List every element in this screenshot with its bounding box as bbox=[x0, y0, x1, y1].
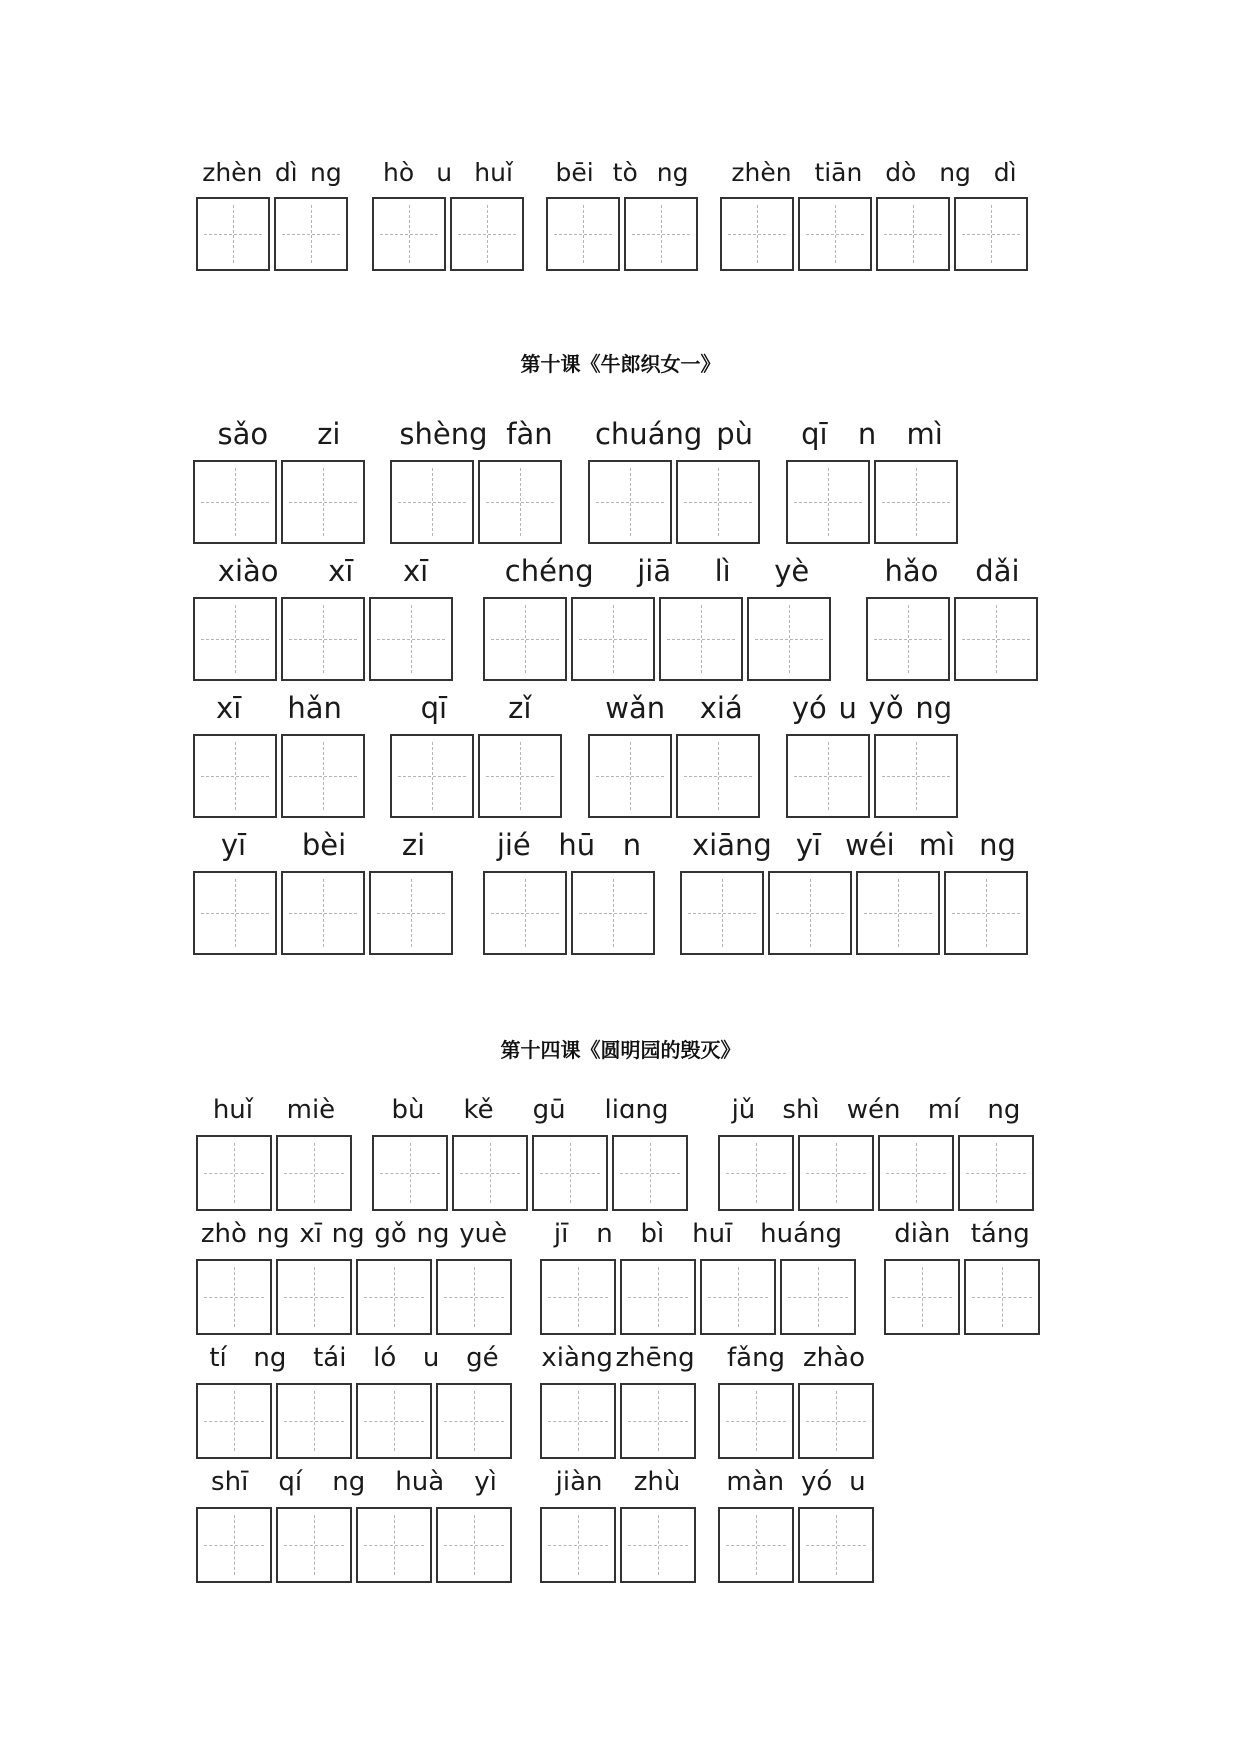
pinyin-syllable: zi bbox=[317, 417, 341, 451]
writing-box[interactable] bbox=[612, 1135, 688, 1211]
pinyin-word bbox=[196, 1088, 352, 1220]
pinyin-syllable: u bbox=[422, 1343, 440, 1373]
pinyin-syllable: zi bbox=[401, 828, 426, 862]
pinyin-syllable: mì bbox=[906, 417, 943, 451]
writing-boxes bbox=[483, 597, 831, 681]
pinyin-word bbox=[540, 1336, 696, 1468]
writing-box[interactable] bbox=[874, 460, 958, 544]
writing-box[interactable] bbox=[620, 1383, 696, 1459]
pinyin-syllable: dǎi bbox=[975, 554, 1020, 588]
pinyin-syllable: pù bbox=[716, 417, 754, 451]
writing-boxes bbox=[680, 871, 1028, 955]
pinyin-syllable: màn bbox=[726, 1467, 785, 1497]
writing-box[interactable] bbox=[452, 1135, 528, 1211]
writing-boxes bbox=[786, 734, 958, 818]
pinyin-word bbox=[390, 410, 562, 550]
writing-box[interactable] bbox=[532, 1135, 608, 1211]
writing-box[interactable] bbox=[964, 1259, 1040, 1335]
writing-box[interactable] bbox=[483, 871, 567, 955]
pinyin-label bbox=[588, 410, 760, 458]
writing-box[interactable] bbox=[620, 1507, 696, 1583]
pinyin-syllable: n bbox=[596, 1219, 613, 1249]
pinyin-word bbox=[786, 410, 958, 550]
writing-boxes bbox=[588, 734, 760, 818]
writing-box[interactable] bbox=[436, 1259, 512, 1335]
pinyin-syllable: jī bbox=[553, 1219, 569, 1249]
writing-box[interactable] bbox=[676, 734, 760, 818]
pinyin-syllable: dì bbox=[993, 157, 1017, 187]
pinyin-syllable: ng bbox=[310, 157, 342, 187]
pinyin-syllable: yī bbox=[795, 828, 822, 862]
pinyin-label bbox=[193, 547, 453, 595]
pinyin-word bbox=[540, 1460, 696, 1592]
pinyin-syllable: qī bbox=[801, 417, 828, 451]
pinyin-word bbox=[483, 547, 831, 687]
pinyin-syllable: liɑng bbox=[604, 1095, 669, 1125]
pinyin-label bbox=[540, 1336, 696, 1380]
pinyin-syllable: yó bbox=[791, 691, 827, 725]
writing-box[interactable] bbox=[193, 871, 277, 955]
writing-box[interactable] bbox=[700, 1259, 776, 1335]
pinyin-syllable: wǎn bbox=[605, 691, 666, 725]
pinyin-syllable: qī bbox=[420, 691, 448, 725]
pinyin-syllable: huà bbox=[395, 1467, 445, 1497]
writing-boxes bbox=[372, 197, 524, 271]
pinyin-syllable: hū bbox=[558, 828, 596, 862]
pinyin-syllable: gǒ bbox=[374, 1219, 407, 1249]
writing-boxes bbox=[390, 460, 562, 544]
pinyin-syllable: huǐ bbox=[474, 157, 513, 187]
writing-box[interactable] bbox=[720, 197, 794, 271]
pinyin-syllable: bù bbox=[391, 1095, 425, 1125]
pinyin-syllable: xī bbox=[216, 691, 242, 725]
pinyin-syllable: xī bbox=[328, 554, 354, 588]
writing-box[interactable] bbox=[680, 871, 764, 955]
pinyin-syllable: hǎn bbox=[287, 691, 342, 725]
pinyin-syllable: zhēng bbox=[615, 1343, 695, 1373]
writing-box[interactable] bbox=[276, 1507, 352, 1583]
writing-box[interactable] bbox=[281, 460, 365, 544]
pinyin-syllable: xī bbox=[299, 1219, 322, 1249]
pinyin-word bbox=[372, 1088, 688, 1220]
writing-boxes bbox=[884, 1259, 1040, 1335]
pinyin-label bbox=[390, 410, 562, 458]
writing-box[interactable] bbox=[450, 197, 524, 271]
pinyin-syllable: ng bbox=[656, 157, 689, 187]
writing-box[interactable] bbox=[193, 460, 277, 544]
pinyin-syllable: u bbox=[436, 157, 453, 187]
writing-boxes bbox=[718, 1507, 874, 1583]
pinyin-label bbox=[540, 1212, 856, 1256]
writing-box[interactable] bbox=[676, 460, 760, 544]
pinyin-label bbox=[720, 150, 1028, 194]
writing-box[interactable] bbox=[884, 1259, 960, 1335]
pinyin-syllable: ng bbox=[256, 1219, 290, 1249]
pinyin-word bbox=[718, 1336, 874, 1468]
pinyin-syllable: xiá bbox=[699, 691, 743, 725]
pinyin-label bbox=[483, 547, 831, 595]
writing-box[interactable] bbox=[436, 1383, 512, 1459]
writing-box[interactable] bbox=[798, 1507, 874, 1583]
pinyin-word bbox=[193, 547, 453, 687]
writing-box[interactable] bbox=[856, 871, 940, 955]
writing-boxes bbox=[372, 1135, 688, 1211]
writing-boxes bbox=[193, 460, 365, 544]
writing-box[interactable] bbox=[718, 1135, 794, 1211]
pinyin-label bbox=[193, 410, 365, 458]
pinyin-word bbox=[720, 150, 1028, 280]
pinyin-syllable: dì bbox=[274, 157, 298, 187]
writing-box[interactable] bbox=[798, 1135, 874, 1211]
pinyin-label bbox=[786, 410, 958, 458]
pinyin-syllable: shī bbox=[211, 1467, 249, 1497]
pinyin-syllable: yì bbox=[474, 1467, 497, 1497]
pinyin-word bbox=[718, 1088, 1034, 1220]
writing-box[interactable] bbox=[483, 597, 567, 681]
writing-box[interactable] bbox=[276, 1135, 352, 1211]
pinyin-syllable: fàn bbox=[506, 417, 553, 451]
pinyin-syllable: u bbox=[849, 1467, 866, 1497]
writing-box[interactable] bbox=[571, 871, 655, 955]
pinyin-syllable: táng bbox=[970, 1219, 1030, 1249]
pinyin-syllable: zǐ bbox=[508, 691, 532, 725]
pinyin-syllable: yuè bbox=[459, 1219, 508, 1249]
writing-box[interactable] bbox=[540, 1507, 616, 1583]
writing-box[interactable] bbox=[620, 1259, 696, 1335]
writing-boxes bbox=[866, 597, 1038, 681]
pinyin-syllable: kě bbox=[463, 1095, 494, 1125]
pinyin-word bbox=[483, 821, 655, 961]
pinyin-label bbox=[866, 547, 1038, 595]
pinyin-label bbox=[196, 1460, 512, 1504]
writing-box[interactable] bbox=[798, 197, 872, 271]
writing-boxes bbox=[196, 1135, 352, 1211]
writing-boxes bbox=[196, 1383, 512, 1459]
pinyin-syllable: n bbox=[622, 828, 642, 862]
writing-box[interactable] bbox=[747, 597, 831, 681]
pinyin-syllable: bēi bbox=[555, 157, 594, 187]
writing-box[interactable] bbox=[958, 1135, 1034, 1211]
pinyin-syllable: zhào bbox=[803, 1343, 865, 1373]
pinyin-syllable: ng bbox=[979, 828, 1016, 862]
writing-box[interactable] bbox=[588, 460, 672, 544]
pinyin-syllable: xiào bbox=[217, 554, 279, 588]
pinyin-label bbox=[718, 1460, 874, 1504]
pinyin-syllable: qí bbox=[278, 1467, 303, 1497]
pinyin-syllable: ng bbox=[331, 1219, 365, 1249]
pinyin-syllable: huī bbox=[692, 1219, 733, 1249]
pinyin-syllable: jiā bbox=[637, 554, 672, 588]
writing-box[interactable] bbox=[786, 460, 870, 544]
writing-box[interactable] bbox=[866, 597, 950, 681]
pinyin-syllable: ng bbox=[253, 1343, 287, 1373]
pinyin-word bbox=[196, 150, 348, 280]
pinyin-label bbox=[540, 1460, 696, 1504]
pinyin-syllable: sǎo bbox=[217, 417, 269, 451]
pinyin-label bbox=[588, 684, 760, 732]
pinyin-word bbox=[588, 684, 760, 824]
pinyin-syllable: chéng bbox=[504, 554, 594, 588]
pinyin-syllable: jiàn bbox=[555, 1467, 603, 1497]
pinyin-label bbox=[196, 1336, 512, 1380]
writing-box[interactable] bbox=[768, 871, 852, 955]
writing-box[interactable] bbox=[954, 197, 1028, 271]
pinyin-syllable: tí bbox=[209, 1343, 227, 1373]
writing-box[interactable] bbox=[944, 871, 1028, 955]
writing-box[interactable] bbox=[274, 197, 348, 271]
pinyin-syllable: tiān bbox=[814, 157, 863, 187]
pinyin-word bbox=[196, 1460, 512, 1592]
pinyin-syllable: bì bbox=[640, 1219, 665, 1249]
pinyin-syllable: jié bbox=[496, 828, 531, 862]
writing-box[interactable] bbox=[540, 1383, 616, 1459]
pinyin-syllable: hò bbox=[383, 157, 415, 187]
pinyin-syllable: ng bbox=[915, 691, 953, 725]
pinyin-label bbox=[884, 1212, 1040, 1256]
writing-box[interactable] bbox=[780, 1259, 856, 1335]
pinyin-syllable: shèng bbox=[399, 417, 488, 451]
writing-box[interactable] bbox=[369, 871, 453, 955]
writing-box[interactable] bbox=[588, 734, 672, 818]
writing-box[interactable] bbox=[281, 871, 365, 955]
pinyin-syllable: xī bbox=[402, 554, 429, 588]
writing-box[interactable] bbox=[390, 460, 474, 544]
writing-boxes bbox=[540, 1259, 856, 1335]
writing-boxes bbox=[193, 597, 453, 681]
writing-box[interactable] bbox=[372, 197, 446, 271]
writing-box[interactable] bbox=[571, 597, 655, 681]
pinyin-word bbox=[866, 547, 1038, 687]
writing-boxes bbox=[540, 1383, 696, 1459]
pinyin-word bbox=[372, 150, 524, 280]
pinyin-syllable: n bbox=[857, 417, 877, 451]
writing-box[interactable] bbox=[798, 1383, 874, 1459]
pinyin-syllable: miè bbox=[286, 1095, 336, 1125]
section-title-lesson-10: 第十课《牛郎织女一》 bbox=[520, 352, 721, 376]
pinyin-syllable: fǎng bbox=[726, 1343, 786, 1373]
pinyin-syllable: tò bbox=[612, 157, 638, 187]
pinyin-label bbox=[718, 1336, 874, 1380]
pinyin-syllable: ng bbox=[332, 1467, 366, 1497]
pinyin-syllable: mì bbox=[918, 828, 956, 862]
writing-box[interactable] bbox=[372, 1135, 448, 1211]
writing-box[interactable] bbox=[874, 734, 958, 818]
pinyin-syllable: yè bbox=[774, 554, 810, 588]
section-title-lesson-14: 第十四课《圆明园的毁灭》 bbox=[500, 1038, 741, 1062]
pinyin-word bbox=[588, 410, 760, 550]
pinyin-label bbox=[483, 821, 655, 869]
pinyin-syllable: ló bbox=[373, 1343, 397, 1373]
pinyin-syllable: yó bbox=[800, 1467, 833, 1497]
pinyin-syllable: diàn bbox=[894, 1219, 951, 1249]
pinyin-word bbox=[193, 821, 453, 961]
pinyin-syllable: ng bbox=[939, 157, 971, 187]
writing-box[interactable] bbox=[196, 1259, 272, 1335]
pinyin-syllable: hǎo bbox=[884, 554, 939, 588]
pinyin-word bbox=[546, 150, 698, 280]
writing-boxes bbox=[718, 1383, 874, 1459]
writing-box[interactable] bbox=[193, 597, 277, 681]
pinyin-label bbox=[680, 821, 1028, 869]
writing-box[interactable] bbox=[436, 1507, 512, 1583]
pinyin-word bbox=[540, 1212, 856, 1344]
pinyin-label bbox=[546, 150, 698, 194]
pinyin-label bbox=[193, 684, 365, 732]
writing-box[interactable] bbox=[356, 1507, 432, 1583]
writing-boxes bbox=[540, 1507, 696, 1583]
writing-boxes bbox=[196, 1507, 512, 1583]
writing-box[interactable] bbox=[876, 197, 950, 271]
writing-box[interactable] bbox=[369, 597, 453, 681]
pinyin-syllable: xiāng bbox=[692, 828, 772, 862]
pinyin-syllable: wéi bbox=[845, 828, 895, 862]
writing-box[interactable] bbox=[276, 1383, 352, 1459]
writing-boxes bbox=[720, 197, 1028, 271]
pinyin-syllable: zhò bbox=[200, 1219, 247, 1249]
pinyin-syllable: ng bbox=[416, 1219, 450, 1249]
writing-box[interactable] bbox=[718, 1383, 794, 1459]
pinyin-syllable: zhù bbox=[633, 1467, 681, 1497]
writing-boxes bbox=[546, 197, 698, 271]
pinyin-syllable: chuáng bbox=[594, 417, 703, 451]
writing-boxes bbox=[390, 734, 562, 818]
pinyin-syllable: wén bbox=[846, 1095, 901, 1125]
writing-box[interactable] bbox=[478, 460, 562, 544]
pinyin-label bbox=[372, 1088, 688, 1132]
pinyin-syllable: huǐ bbox=[212, 1095, 253, 1125]
pinyin-word bbox=[390, 684, 562, 824]
pinyin-syllable: lì bbox=[714, 554, 731, 588]
writing-box[interactable] bbox=[546, 197, 620, 271]
pinyin-label bbox=[718, 1088, 1034, 1132]
pinyin-syllable: yǒ bbox=[868, 691, 904, 725]
pinyin-word bbox=[193, 410, 365, 550]
pinyin-syllable: jǔ bbox=[731, 1095, 756, 1125]
pinyin-word bbox=[193, 684, 365, 824]
pinyin-word bbox=[680, 821, 1028, 961]
writing-box[interactable] bbox=[281, 597, 365, 681]
pinyin-syllable: u bbox=[838, 691, 857, 725]
writing-box[interactable] bbox=[356, 1383, 432, 1459]
writing-box[interactable] bbox=[878, 1135, 954, 1211]
writing-box[interactable] bbox=[718, 1507, 794, 1583]
writing-box[interactable] bbox=[196, 1383, 272, 1459]
pinyin-label bbox=[196, 150, 348, 194]
writing-boxes bbox=[193, 734, 365, 818]
writing-box[interactable] bbox=[659, 597, 743, 681]
pinyin-word bbox=[884, 1212, 1040, 1344]
writing-box[interactable] bbox=[624, 197, 698, 271]
pinyin-syllable: gé bbox=[466, 1343, 499, 1373]
pinyin-syllable: gū bbox=[532, 1095, 566, 1125]
writing-boxes bbox=[588, 460, 760, 544]
writing-boxes bbox=[196, 197, 348, 271]
pinyin-syllable: shì bbox=[782, 1095, 820, 1125]
writing-box[interactable] bbox=[196, 1507, 272, 1583]
pinyin-syllable: xiàng bbox=[541, 1343, 613, 1373]
pinyin-word bbox=[196, 1212, 512, 1344]
pinyin-word bbox=[718, 1460, 874, 1592]
pinyin-syllable: zhèn bbox=[731, 157, 792, 187]
writing-boxes bbox=[718, 1135, 1034, 1211]
pinyin-label bbox=[196, 1088, 352, 1132]
writing-boxes bbox=[483, 871, 655, 955]
pinyin-label bbox=[193, 821, 453, 869]
pinyin-syllable: ng bbox=[987, 1095, 1021, 1125]
writing-box[interactable] bbox=[478, 734, 562, 818]
writing-box[interactable] bbox=[196, 197, 270, 271]
pinyin-label bbox=[390, 684, 562, 732]
writing-box[interactable] bbox=[356, 1259, 432, 1335]
pinyin-label bbox=[196, 1212, 512, 1256]
writing-boxes bbox=[193, 871, 453, 955]
writing-boxes bbox=[786, 460, 958, 544]
pinyin-syllable: tái bbox=[313, 1343, 347, 1373]
pinyin-label bbox=[372, 150, 524, 194]
pinyin-label bbox=[786, 684, 958, 732]
pinyin-syllable: zhèn bbox=[202, 157, 263, 187]
writing-box[interactable] bbox=[281, 734, 365, 818]
pinyin-syllable: yī bbox=[220, 828, 247, 862]
writing-box[interactable] bbox=[193, 734, 277, 818]
pinyin-word bbox=[196, 1336, 512, 1468]
writing-box[interactable] bbox=[954, 597, 1038, 681]
writing-box[interactable] bbox=[390, 734, 474, 818]
writing-boxes bbox=[196, 1259, 512, 1335]
pinyin-syllable: bèi bbox=[301, 828, 347, 862]
writing-box[interactable] bbox=[276, 1259, 352, 1335]
pinyin-syllable: dò bbox=[885, 157, 917, 187]
writing-box[interactable] bbox=[196, 1135, 272, 1211]
pinyin-syllable: huáng bbox=[760, 1219, 843, 1249]
pinyin-word bbox=[786, 684, 958, 824]
pinyin-syllable: mí bbox=[927, 1095, 961, 1125]
writing-box[interactable] bbox=[786, 734, 870, 818]
writing-box[interactable] bbox=[540, 1259, 616, 1335]
